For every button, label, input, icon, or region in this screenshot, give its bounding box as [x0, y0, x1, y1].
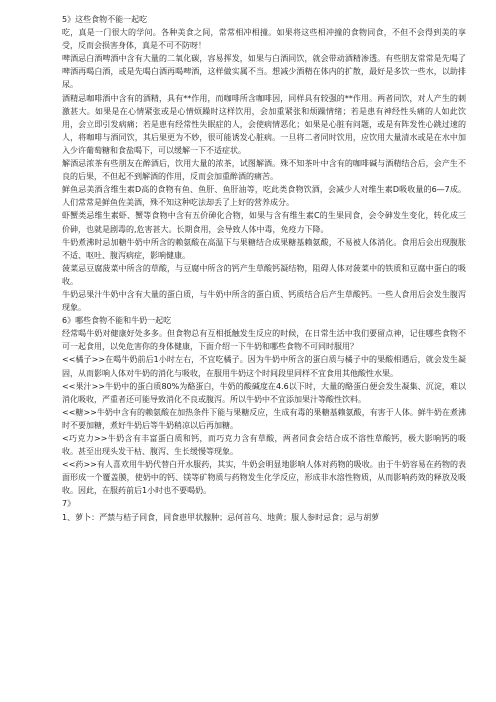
section-heading-6: 6》哪些食物不能和牛奶一起吃 — [62, 316, 172, 326]
paragraph-medicine: <<药>>有人喜欢用牛奶代替白开水服药，其实，牛奶会明显地影响人体对药物的吸收。由于牛奶容易在药物的表面形成一个覆盖膜，使奶中的钙、镁等矿物质与药物发生化学反应，形成非水溶性物质，从而影响药效的释放及吸收。因此，在服药前后1小时也不要喝奶。 — [62, 460, 466, 496]
paragraph-fish-wine: 鲜鱼忌美酒含维生素D高的食物有鱼、鱼肝、鱼肝油等，吃此类食物饮酒，会减少人对维生素D吸收量的6—7成。人们常常是鲜鱼佐美酒，殊不知这种吃法却丢了上好的营养成分。 — [62, 185, 466, 208]
paragraph-strong-tea: 解酒忌浓茶有些朋友在醉酒后，饮用大量的浓茶，试图解酒。殊不知茶叶中含有的咖啡碱与酒精结合后，会产生不良的后果，不但起不到解酒的作用，反而会加重醉酒的痛苦。 — [62, 159, 466, 182]
paragraph-intro: 吃，真是一门很大的学问。各种美食之间，常常相冲相撞。如果将这些相冲撞的食物同食，不但不会得到美的享受，反而会损害身体，真是不可不防呀！ — [62, 28, 466, 51]
paragraph-milk-juice: 牛奶忌果汁牛奶中含有大量的蛋白质，与牛奶中所含的蛋白质、钙质结合后产生草酸钙。一些人食用后会发生腹泻现象。 — [62, 289, 466, 313]
section-heading-5: 5》这些食物不能一起吃 — [62, 15, 148, 24]
paragraph-juice: <<果汁>>牛奶中的蛋白质80%为酪蛋白，牛奶的酸碱度在4.6以下时，大量的酪蛋白便会发生凝集、沉淀，难以消化吸收，严重者还可能导致消化不良或腹泻。所以牛奶中不宜添加果汁等酸性饮料。 — [62, 381, 466, 404]
paragraph-alcohol-coffee: 酒精忌咖啡酒中含有的酒精，具有**作用，而咖啡所含咖啡因，同样具有较强的**作用。两者同饮，对人产生的刺激甚大。如果是在心情紧张或是心情烦躁时这样饮用，会加重紧张和烦躁情绪；若是患有神经性头痛的人如此饮用，会立即引发病痛；若是患有经常性失眠症的人，会使病情恶化；如果是心脏有问题，或是有阵发性心跳过速的人，将咖啡与酒同饮，其后果更为不妙，很可能诱发心脏病。一旦将二者同时饮用，应饮用大量清水或是在水中加入少许葡萄糖和食盐喝下，可以缓解一下不适症状。 — [62, 93, 466, 155]
paragraph-spinach-tofu: 菠菜忌豆腐菠菜中所含的草酸，与豆腐中所含的钙产生草酸钙凝结物，阻碍人体对菠菜中的铁质和豆腐中蛋白的吸收。 — [62, 263, 466, 286]
paragraph-beer-liquor: 啤酒忌白酒啤酒中含有大量的二氧化碳，容易挥发，如果与白酒同饮，就会带动酒精渗透。有些朋友常常是先喝了啤酒再喝白酒，或是先喝白酒再喝啤酒，这样做实属不当。想减少酒精在体内的扩散，最好是多饮一些水，以助排尿。 — [62, 54, 466, 90]
paragraph-chocolate: <巧克力>>牛奶含有丰富蛋白质和钙，而巧克力含有草酸，两者同食会结合成不溶性草酸钙，极大影响钙的吸收。甚至出现头发干枯、腹泻、生长缓慢等现象。 — [62, 434, 466, 457]
paragraph-shrimp-crab: 虾蟹类忌维生素虾、蟹等食物中含有五价砷化合物，如果与含有维生素C的生果同食，会令砷发生变化，转化成三价砷，也就是剧毒的,危害甚大。长期食用，会导致人体中毒，免疫力下降。 — [62, 211, 466, 234]
paragraph-orange: <<橘子>>在喝牛奶前后1小时左右，不宜吃橘子。因为牛奶中所含的蛋白质与橘子中的果酸相遇后，就会发生凝固，从而影响人体对牛奶的消化与吸收，在服用牛奶这个时间段里同样不宜食用其他酸性水果。 — [62, 355, 466, 378]
paragraph-sugar: <<糖>>牛奶中含有的赖氨酸在加热条件下能与果糖反应，生成有毒的果糖基赖氨酸，有害于人体。鲜牛奶在煮沸时不要加糖，煮好牛奶后等牛奶稍凉以后再加糖。 — [62, 407, 466, 430]
paragraph-milk-intro: 经常喝牛奶对健康好处多多。但食物总有互相抵触发生反应的时候，在日常生活中我们要留点神，记住哪些食物不可一起食用，以免危害你的身体健康，下面介绍一下牛奶和哪些食物不可同时服用？ — [62, 329, 466, 352]
paragraph-milk-sugar: 牛奶煮沸时忌加糖牛奶中所含的赖氨酸在高温下与果糖结合成果糖基赖氨酸，不易被人体消化。食用后会出现腹胀不适、呕吐、腹泻病症，影响健康。 — [62, 237, 466, 260]
section-heading-7: 7》 — [62, 499, 76, 509]
paragraph-radish: 1、萝卜：严禁与桔子同食，同食患甲状腺肿；忌何首乌、地黄；服人参时忌食；忌与胡萝 — [62, 512, 380, 522]
